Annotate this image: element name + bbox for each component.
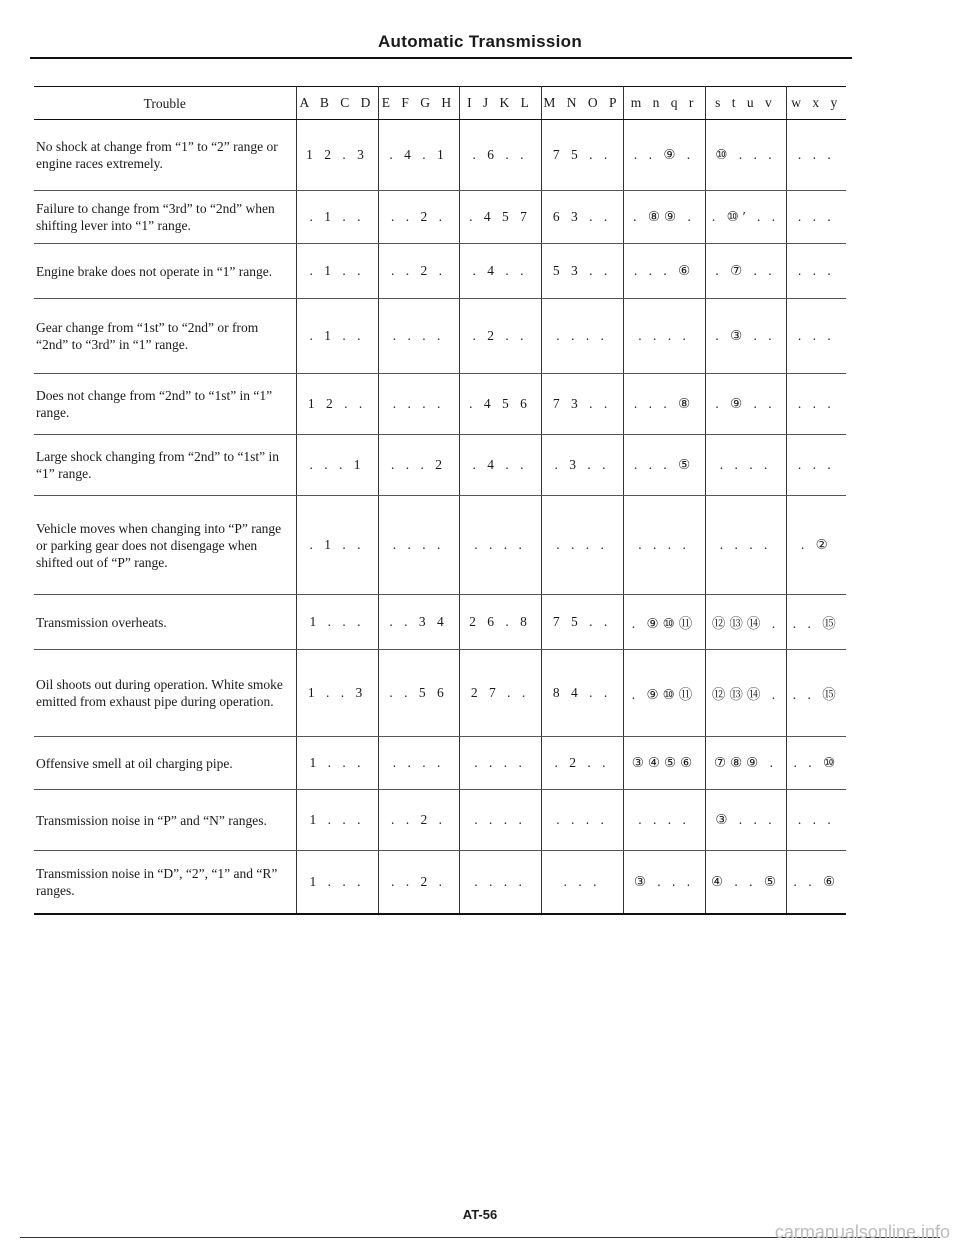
diagnosis-cell: . . 2 . (378, 244, 459, 299)
diagnosis-cell: . . . 1 (296, 435, 378, 496)
diagnosis-cell: . . 5 6 (378, 650, 459, 737)
trouble-description: Failure to change from “3rd” to “2nd” when shifting lever into “1” range. (34, 191, 296, 244)
diagnosis-cell: . . . . (541, 790, 623, 851)
trouble-diagnosis-table (34, 86, 846, 915)
diagnosis-cell: ④ . . ⑤ (705, 851, 786, 915)
trouble-diagnosis-table-container (34, 86, 846, 915)
diagnosis-cell: . . 3 4 (378, 595, 459, 650)
diagnosis-cell: . . ⑮ (786, 650, 846, 737)
diagnosis-cell: . 1 . . (296, 191, 378, 244)
diagnosis-cell: . . . 2 (378, 435, 459, 496)
table-row (34, 851, 846, 915)
diagnosis-cell: 1 . . 3 (296, 650, 378, 737)
trouble-description: Transmission noise in “D”, “2”, “1” and “R” ranges. (34, 851, 296, 915)
column-header-mnop: M N O P (541, 87, 623, 120)
diagnosis-cell: 8 4 . . (541, 650, 623, 737)
diagnosis-cell: . . . . (623, 299, 705, 374)
column-header-ijkl: I J K L (459, 87, 541, 120)
column-header-wxy: w x y (786, 87, 846, 120)
diagnosis-cell: . ⑨ . . (705, 374, 786, 435)
diagnosis-cell: . . . (786, 374, 846, 435)
diagnosis-cell: . . . . (459, 496, 541, 595)
table-row (34, 737, 846, 790)
diagnosis-cell: ③④⑤⑥ (623, 737, 705, 790)
diagnosis-cell: . 2 . . (459, 299, 541, 374)
watermark: carmanualsonline.info (774, 1222, 950, 1242)
table-row (34, 650, 846, 737)
column-header-stuv: s t u v (705, 87, 786, 120)
diagnosis-cell: 7 3 . . (541, 374, 623, 435)
diagnosis-cell: . . . (786, 435, 846, 496)
diagnosis-cell: . 3 . . (541, 435, 623, 496)
diagnosis-cell: . ⑨⑩⑪ (623, 650, 705, 737)
diagnosis-cell: . . 2 . (378, 191, 459, 244)
page-number: AT-56 (462, 1207, 498, 1222)
diagnosis-cell: . . . . (623, 790, 705, 851)
diagnosis-cell: . . . . (541, 496, 623, 595)
diagnosis-cell: . . . (786, 120, 846, 191)
table-row (34, 191, 846, 244)
trouble-description: No shock at change from “1” to “2” range or engine races extremely. (34, 120, 296, 191)
diagnosis-cell: 2 6 . 8 (459, 595, 541, 650)
diagnosis-cell: . 4 5 6 (459, 374, 541, 435)
trouble-description: Engine brake does not operate in “1” range. (34, 244, 296, 299)
diagnosis-cell: . 4 . . (459, 244, 541, 299)
diagnosis-cell: . . . . (378, 299, 459, 374)
diagnosis-cell: . ⑧⑨ . (623, 191, 705, 244)
diagnosis-cell: 7 5 . . (541, 595, 623, 650)
diagnosis-cell: . . . . (459, 790, 541, 851)
table-row (34, 496, 846, 595)
diagnosis-cell: . . . (786, 790, 846, 851)
diagnosis-cell: . 4 . . (459, 435, 541, 496)
diagnosis-cell: ⑩ . . . (705, 120, 786, 191)
diagnosis-cell: . 6 . . (459, 120, 541, 191)
trouble-description: Does not change from “2nd” to “1st” in “1” range. (34, 374, 296, 435)
page-title: Automatic Transmission (377, 32, 583, 51)
diagnosis-cell: . . . ⑤ (623, 435, 705, 496)
trouble-description: Vehicle moves when changing into “P” range or parking gear does not disengage when shifted out of “P” range. (34, 496, 296, 595)
diagnosis-cell: . ② (786, 496, 846, 595)
diagnosis-cell: 1 2 . 3 (296, 120, 378, 191)
diagnosis-cell: ③ . . . (623, 851, 705, 915)
diagnosis-cell: . ⑩′ . . (705, 191, 786, 244)
diagnosis-cell: . 2 . . (541, 737, 623, 790)
table-row (34, 374, 846, 435)
diagnosis-cell: . . . . (459, 851, 541, 915)
diagnosis-cell: 1 . . . (296, 851, 378, 915)
diagnosis-cell: 1 2 . . (296, 374, 378, 435)
diagnosis-cell: . . . . (459, 737, 541, 790)
diagnosis-cell: . 1 . . (296, 299, 378, 374)
diagnosis-cell: 5 3 . . (541, 244, 623, 299)
diagnosis-cell: . . . (786, 191, 846, 244)
column-header-efgh: E F G H (378, 87, 459, 120)
trouble-description: Transmission noise in “P” and “N” ranges. (34, 790, 296, 851)
diagnosis-cell: . . ⑥ (786, 851, 846, 915)
diagnosis-cell: ③ . . . (705, 790, 786, 851)
diagnosis-cell: . . 2 . (378, 790, 459, 851)
trouble-description: Offensive smell at oil charging pipe. (34, 737, 296, 790)
trouble-description: Oil shoots out during operation. White smoke emitted from exhaust pipe during operation. (34, 650, 296, 737)
diagnosis-cell: . . . (541, 851, 623, 915)
column-header-mnqr: m n q r (623, 87, 705, 120)
diagnosis-cell: . . . (786, 299, 846, 374)
diagnosis-cell: . . . . (541, 299, 623, 374)
diagnosis-cell: ⑫⑬⑭ . (705, 650, 786, 737)
diagnosis-cell: . ③ . . (705, 299, 786, 374)
diagnosis-cell: . . . (786, 244, 846, 299)
diagnosis-cell: . 1 . . (296, 244, 378, 299)
trouble-description: Transmission overheats. (34, 595, 296, 650)
diagnosis-cell: . . . . (378, 737, 459, 790)
diagnosis-cell: . ⑦ . . (705, 244, 786, 299)
table-row (34, 244, 846, 299)
diagnosis-cell: . 4 . 1 (378, 120, 459, 191)
diagnosis-cell: 1 . . . (296, 737, 378, 790)
diagnosis-cell: 7 5 . . (541, 120, 623, 191)
diagnosis-cell: . . ⑮ (786, 595, 846, 650)
trouble-description: Gear change from “1st” to “2nd” or from “2nd” to “3rd” in “1” range. (34, 299, 296, 374)
diagnosis-cell: . . . . (623, 496, 705, 595)
trouble-description: Large shock changing from “2nd” to “1st” in “1” range. (34, 435, 296, 496)
table-row (34, 595, 846, 650)
column-header-trouble: Trouble (34, 87, 296, 120)
diagnosis-cell: . . ⑩ (786, 737, 846, 790)
diagnosis-cell: 1 . . . (296, 790, 378, 851)
table-row (34, 790, 846, 851)
diagnosis-cell: . . ⑨ . (623, 120, 705, 191)
diagnosis-cell: ⑫⑬⑭ . (705, 595, 786, 650)
diagnosis-cell: . ⑨⑩⑪ (623, 595, 705, 650)
table-row (34, 299, 846, 374)
title-rule (30, 57, 852, 59)
diagnosis-cell: . . . ⑧ (623, 374, 705, 435)
diagnosis-cell: 6 3 . . (541, 191, 623, 244)
diagnosis-cell: . . . . (705, 496, 786, 595)
diagnosis-cell: . 4 5 7 (459, 191, 541, 244)
column-header-abcd: A B C D (296, 87, 378, 120)
diagnosis-cell: . . . . (705, 435, 786, 496)
table-header-row (34, 87, 846, 120)
diagnosis-cell: . 1 . . (296, 496, 378, 595)
diagnosis-cell: 1 . . . (296, 595, 378, 650)
diagnosis-cell: . . 2 . (378, 851, 459, 915)
table-row (34, 435, 846, 496)
diagnosis-cell: ⑦⑧⑨ . (705, 737, 786, 790)
diagnosis-cell: 2 7 . . (459, 650, 541, 737)
table-row (34, 120, 846, 191)
diagnosis-cell: . . . ⑥ (623, 244, 705, 299)
diagnosis-cell: . . . . (378, 374, 459, 435)
diagnosis-cell: . . . . (378, 496, 459, 595)
